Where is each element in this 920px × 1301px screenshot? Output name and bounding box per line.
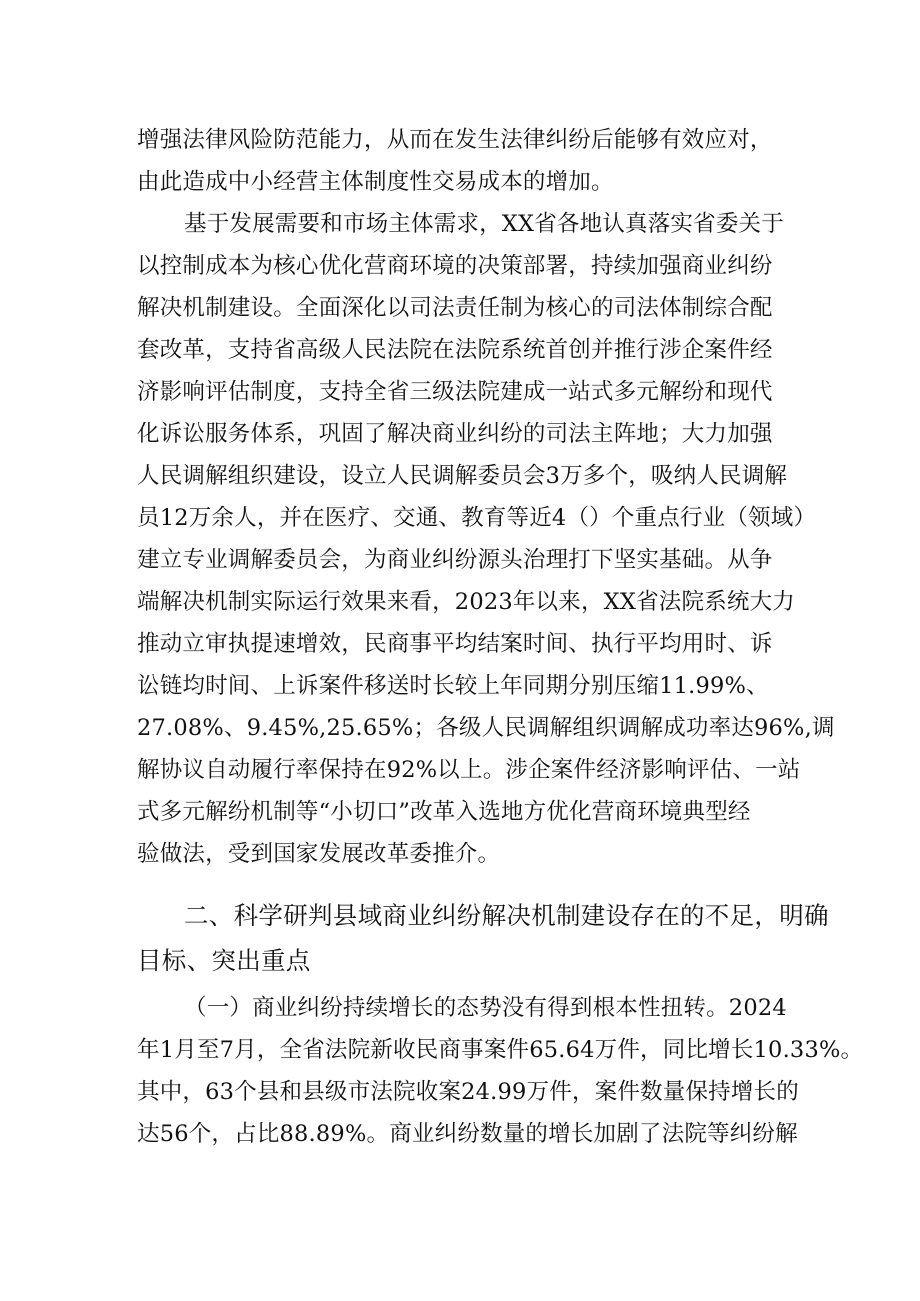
paragraph-line-5: 济影响评估制度，支持全省三级法院建成一站式多元解纷和现代 <box>137 379 773 405</box>
section-heading-line-2: 目标、突出重点 <box>137 946 311 975</box>
paragraph-line-11: 推动立审执提速增效，民商事平均结案时间、执行平均用时、诉 <box>137 631 773 657</box>
paragraph-line-15: 式多元解纷机制等“小切口”改革入选地方优化营商环境典型经 <box>137 799 751 825</box>
subsection-line-2: 年1月至7月，全省法院新收民商事案件65.64万件，同比增长10.33%。 <box>137 1037 864 1063</box>
paragraph-line-1: 基于发展需要和市场主体需求，XX省各地认真落实省委关于 <box>184 211 784 237</box>
paragraph-line-12: 讼链均时间、上诉案件移送时长较上年同期分别压缩11.99%、 <box>137 673 769 699</box>
paragraph-line-7: 人民调解组织建设，设立人民调解委员会3万多个，吸纳人民调解 <box>137 463 788 489</box>
subsection-line-4: 达56个，占比88.89%。商业纠纷数量的增长加剧了法院等纠纷解 <box>137 1121 798 1147</box>
paragraph-line-13: 27.08%、9.45%,25.65%；各级人民调解组织调解成功率达96%,调 <box>137 715 835 741</box>
section-heading-line-1: 二、科学研判县域商业纠纷解决机制建设存在的不足，明确 <box>184 901 829 930</box>
subsection-line-1: （一）商业纠纷持续增长的态势没有得到根本性扭转。2024 <box>184 995 787 1021</box>
paragraph-line-10: 端解决机制实际运行效果来看，2023年以来，XX省法院系统大力 <box>137 589 795 615</box>
paragraph-line-2: 以控制成本为核心优化营商环境的决策部署，持续加强商业纠纷 <box>137 253 773 279</box>
paragraph-line-8: 员12万余人，并在医疗、交通、教育等近4（）个重点行业（领域） <box>137 505 817 531</box>
subsection-line-3: 其中，63个县和县级市法院收案24.99万件，案件数量保持增长的 <box>137 1079 799 1105</box>
paragraph-line-9: 建立专业调解委员会，为商业纠纷源头治理打下坚实基础。从争 <box>137 547 773 573</box>
intro-line-1: 增强法律风险防范能力，从而在发生法律纠纷后能够有效应对， <box>137 127 773 153</box>
paragraph-line-3: 解决机制建设。全面深化以司法责任制为核心的司法体制综合配 <box>137 295 773 321</box>
paragraph-line-6: 化诉讼服务体系，巩固了解决商业纠纷的司法主阵地；大力加强 <box>137 421 773 447</box>
intro-line-2: 由此造成中小经营主体制度性交易成本的增加。 <box>137 169 614 195</box>
paragraph-line-16: 验做法，受到国家发展改革委推介。 <box>137 841 501 867</box>
paragraph-line-14: 解协议自动履行率保持在92%以上。涉企案件经济影响评估、一站 <box>137 757 801 783</box>
paragraph-line-4: 套改革，支持省高级人民法院在法院系统首创并推行涉企案件经 <box>137 337 773 363</box>
